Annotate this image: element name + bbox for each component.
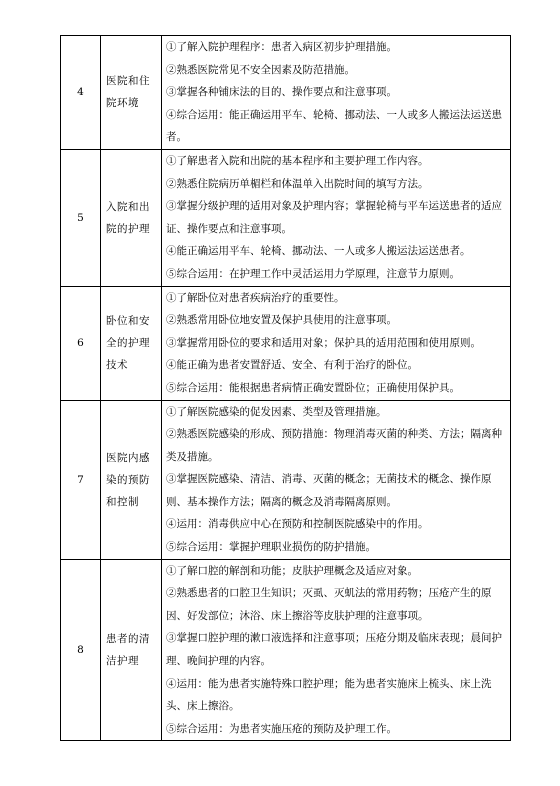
objectives-cell [162,400,511,559]
objective-line: ②熟悉住院病历单楣栏和体温单入出院时间的填写方法。 [166,177,429,190]
objective-line: ⑤综合运用：掌握护理职业损伤的防护措施。 [166,541,376,554]
table-row [61,36,511,150]
objective-line: ①了解入院护理程序：患者入病区初步护理措施。 [166,41,397,53]
objective-line: ②熟悉医院常见不安全因素及防范措施。 [166,63,355,76]
objective-line: ⑤综合运用：为患者实施压疮的预防及护理工作。 [166,722,397,735]
row-number: 7 [61,400,101,559]
objective-line: ②熟悉常用卧位地安置及保护具使用的注意事项。 [166,314,397,327]
objective-line: ①了解医院感染的促发因素、类型及管理措施。 [166,405,387,418]
table-row [61,400,511,559]
objective-line: ④运用：消毒供应中心在预防和控制医院感染中的作用。 [166,518,429,531]
table-row [61,286,511,400]
objective-line: ①了解卧位对患者疾病治疗的重要性。 [166,291,345,304]
row-number: 5 [61,149,101,286]
topic-cell: 入院和出院的护理 [101,149,162,286]
objective-line: ④能正确为患者安置舒适、安全、有利于治疗的卧位。 [166,359,418,372]
syllabus-table-body [61,36,511,741]
objective-line: ①了解口腔的解剖和功能；皮肤护理概念及适应对象。 [166,564,418,577]
row-number: 6 [61,286,101,400]
objective-line: ④综合运用：能正确运用平车、轮椅、挪动法、一人或多人搬运法运送患者。 [166,108,502,144]
objectives-cell [162,36,511,150]
objective-line: ④运用：能为患者实施特殊口腔护理；能为患者实施床上梳头、床上洗头、床上擦浴。 [166,677,492,713]
objective-line: ⑤综合运用：能根据患者病情正确安置卧位；正确使用保护具。 [166,381,460,394]
objective-line: ①了解患者入院和出院的基本程序和主要护理工作内容。 [166,154,429,167]
objective-line: ③掌握分级护理的适用对象及护理内容；掌握轮椅与平车运送患者的适应证、操作要点和注意事项。 [166,200,502,235]
table-row [61,559,511,741]
objective-line: ③掌握各种铺床法的目的、操作要点和注意事项。 [166,86,397,99]
objective-line: ③掌握口腔护理的漱口液选择和注意事项；压疮分期及临床表现；晨间护理、晚间护理的内容。 [166,632,502,668]
objective-line: ⑤综合运用：在护理工作中灵活运用力学原理，注意节力原则。 [166,267,460,280]
syllabus-table [60,35,511,741]
topic-cell: 卧位和安全的护理技术 [101,286,162,400]
topic-cell: 医院和住院环境 [101,36,162,150]
row-number: 4 [61,36,101,150]
objectives-cell [162,149,511,286]
row-number: 8 [61,559,101,741]
topic-cell: 患者的清洁护理 [101,559,162,741]
objective-line: ③掌握医院感染、清洁、消毒、灭菌的概念；无菌技术的概念、操作原则、基本操作方法；隔离的概念及消毒隔离原则。 [166,473,492,508]
objective-line: ③掌握常用卧位的要求和适用对象；保护具的适用范围和使用原则。 [166,336,481,349]
table-row [61,149,511,286]
objectives-cell [162,559,511,741]
objective-line: ②熟悉患者的口腔卫生知识；灭虱、灭虮法的常用药物；压疮产生的原因、好发部位；沐浴、床上擦浴等皮肤护理的注意事项。 [166,587,492,622]
objective-line: ②熟悉医院感染的形成、预防措施：物理消毒灭菌的种类、方法；隔离种类及措施。 [166,428,502,463]
topic-cell: 医院内感染的预防和控制 [101,400,162,559]
objectives-cell [162,286,511,400]
objective-line: ④能正确运用平车、轮椅、挪动法、一人或多人搬运法运送患者。 [166,245,471,258]
